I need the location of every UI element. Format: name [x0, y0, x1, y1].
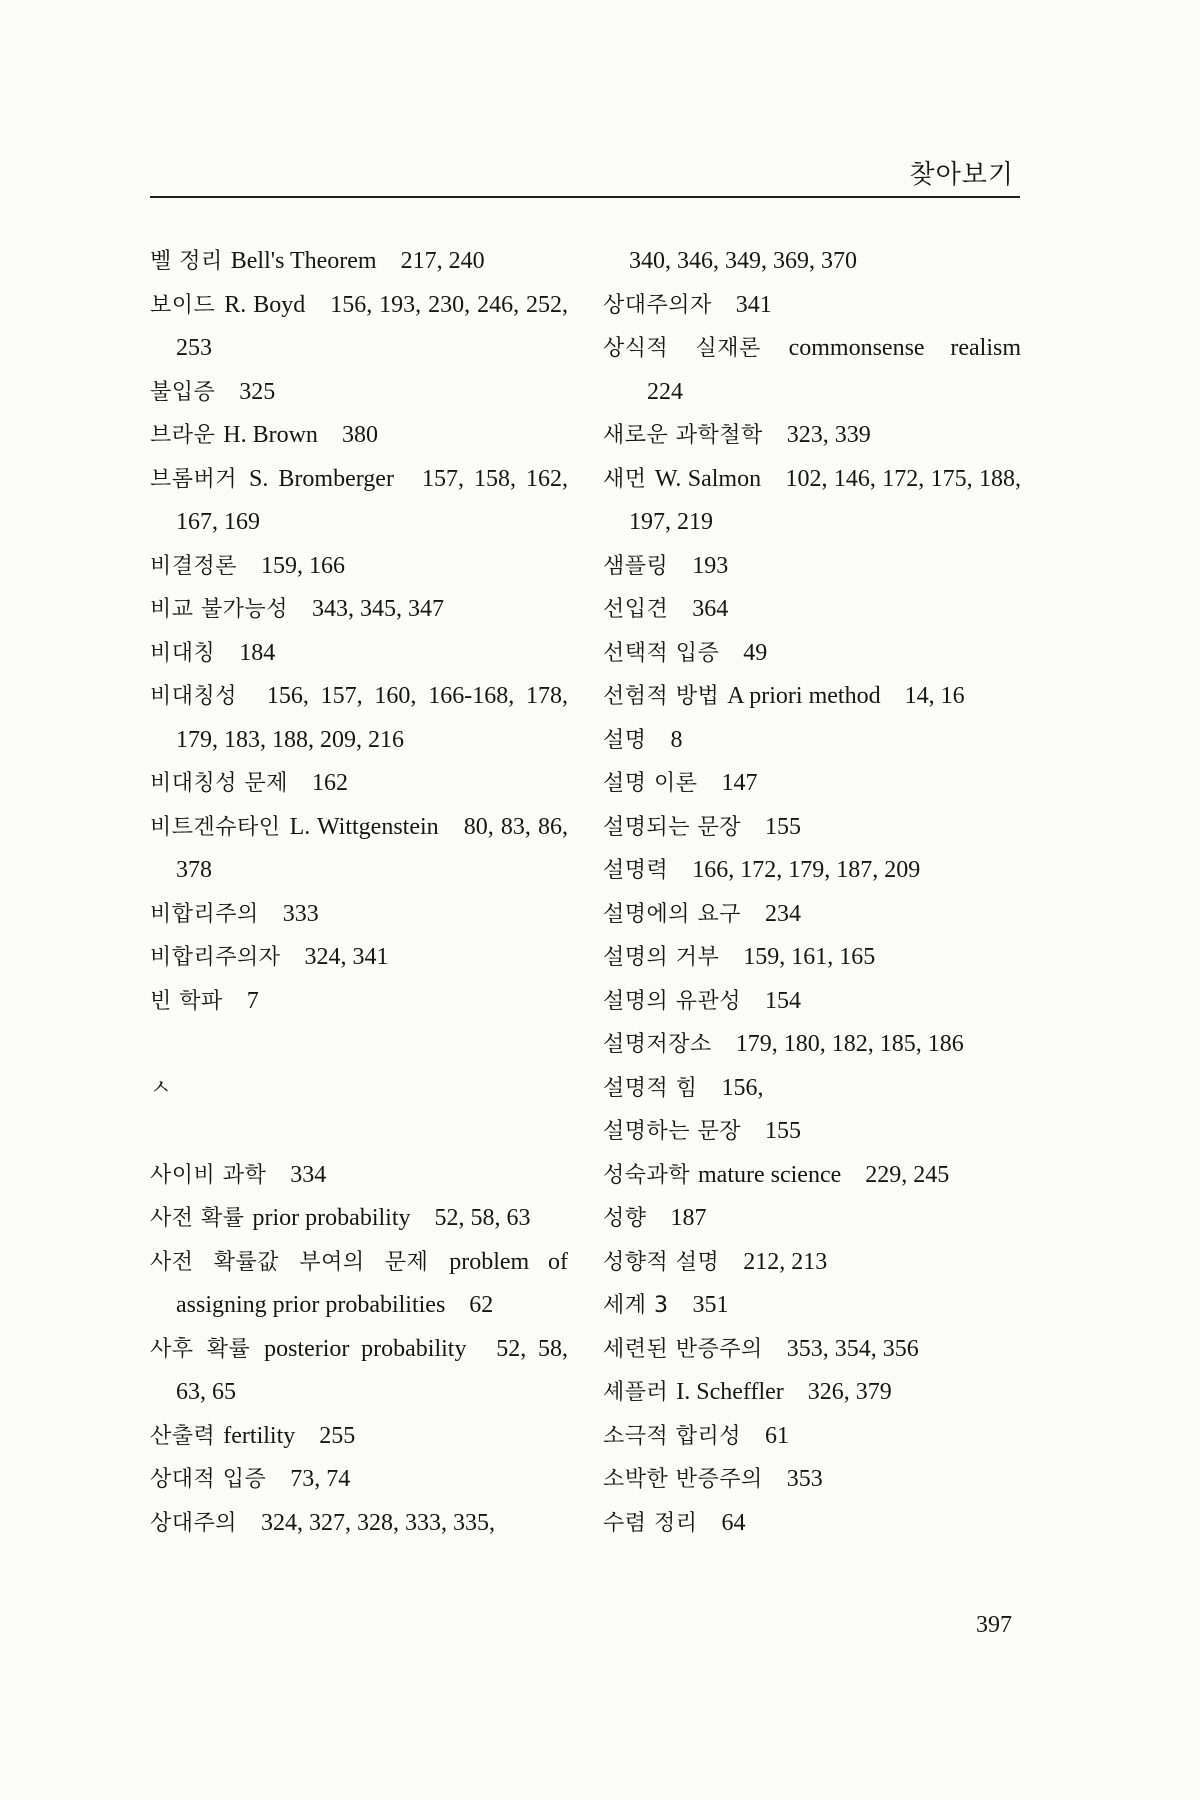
index-page-refs: 80, 83, 86, 378: [176, 813, 569, 883]
index-page-refs: 154: [765, 987, 802, 1014]
index-entry: [603, 675, 1021, 719]
index-page-refs: 179, 180, 182, 185, 186: [735, 1031, 964, 1057]
index-entry: [150, 284, 568, 371]
index-term-english: commonsense realism: [788, 335, 1021, 361]
index-entry: [150, 414, 568, 458]
index-term-english: mature science: [698, 1161, 842, 1188]
index-page-refs: 229, 245: [865, 1161, 950, 1188]
index-page-refs: 7: [246, 987, 259, 1014]
index-page-refs: 156,: [721, 1074, 764, 1101]
index-term-english: W. Salmon: [654, 465, 762, 492]
index-entry: [150, 371, 568, 415]
index-term-english: L. Wittgenstein: [289, 813, 439, 840]
index-entry: [150, 980, 568, 1024]
index-page-refs: 353: [786, 1466, 823, 1492]
index-term: 소박한 반증주의: [603, 1467, 763, 1492]
index-term-english: problem of assigning prior probabilities: [176, 1248, 568, 1318]
index-term: 빈 학파: [150, 988, 223, 1014]
index-term: 세련된 반증주의: [603, 1336, 763, 1362]
index-page-refs: 64: [721, 1509, 746, 1536]
index-term-english: A priori method: [727, 683, 881, 709]
index-entry: [150, 1415, 568, 1459]
index-term: 수렴 정리: [603, 1510, 698, 1536]
index-entry: [603, 632, 1021, 676]
index-page-refs: 353, 354, 356: [786, 1335, 919, 1362]
index-page-refs: 341: [735, 291, 772, 318]
index-term: 브롬버거: [150, 466, 238, 492]
running-header-title: 찾아보기: [909, 160, 1014, 190]
index-page-refs: 334: [290, 1161, 327, 1188]
index-page-refs: 325: [239, 378, 276, 405]
index-entries-left: [150, 240, 568, 1023]
index-entry: [603, 1284, 1021, 1328]
index-term-english: posterior probability: [264, 1335, 467, 1362]
index-entry: [150, 936, 568, 980]
index-page-refs: 147: [721, 770, 758, 796]
index-entry: [603, 893, 1021, 937]
index-page-refs: 62: [469, 1292, 494, 1318]
index-page-refs: 351: [692, 1292, 729, 1318]
index-entry: [603, 1458, 1021, 1502]
index-term: 소극적 합리성: [603, 1423, 742, 1449]
index-term: 샘플링: [603, 553, 669, 579]
index-page-refs: 193: [692, 552, 729, 579]
index-term: 세계 3: [603, 1293, 669, 1318]
index-entry: [150, 1458, 568, 1502]
index-entry: [150, 806, 568, 893]
index-entry: [150, 762, 568, 806]
index-term: 비대칭성: [150, 684, 238, 709]
index-page-refs: 234: [765, 900, 802, 927]
index-page-refs: 217, 240: [400, 248, 485, 274]
index-page-refs: 212, 213: [743, 1248, 828, 1275]
index-entry: [150, 545, 568, 589]
index-page-refs: 166, 172, 179, 187, 209: [692, 857, 921, 883]
index-entry: [603, 1154, 1021, 1198]
index-page-refs: 14, 16: [904, 683, 965, 709]
index-entry: [150, 588, 568, 632]
index-entry: [603, 719, 1021, 763]
index-term: 비트겐슈타인: [150, 814, 281, 840]
index-entry: [150, 1241, 568, 1328]
index-entry: [603, 980, 1021, 1024]
index-entry: [150, 1328, 568, 1415]
index-entry: [603, 458, 1021, 545]
index-entry: [603, 327, 1021, 414]
index-page-refs: 333: [282, 900, 319, 927]
index-page-refs: 73, 74: [290, 1466, 351, 1492]
index-entry: [603, 936, 1021, 980]
index-term: 설명: [603, 727, 647, 753]
index-term: 설명 이론: [603, 771, 698, 796]
index-term: 성향: [603, 1206, 647, 1231]
index-term: 설명의 유관성: [603, 988, 742, 1014]
index-page-refs: 323, 339: [786, 422, 871, 448]
index-page-refs: 156, 157, 160, 166-168, 178, 179, 183, 188, 209, 216: [176, 683, 568, 753]
index-entry: [603, 762, 1021, 806]
index-term: 비대칭성 문제: [150, 771, 289, 796]
index-entry: [150, 675, 568, 762]
index-page-refs: 156, 193, 230, 246, 252, 253: [176, 291, 569, 361]
index-entry: [603, 1241, 1021, 1285]
index-term: 선험적 방법: [603, 684, 720, 709]
index-entry: [603, 1502, 1021, 1546]
section-spacer-bottom: [150, 1110, 568, 1154]
index-entry: [603, 414, 1021, 458]
section-heading-siot: ㅅ: [150, 1075, 172, 1101]
index-page-refs: 187: [670, 1205, 707, 1231]
index-page-refs: 49: [743, 639, 768, 666]
running-header: [150, 148, 1020, 198]
index-term: 상대적 입증: [150, 1467, 267, 1492]
index-term: 성숙과학: [603, 1162, 691, 1188]
index-page-refs: 364: [692, 596, 729, 622]
index-page-refs: 155: [765, 1118, 802, 1144]
index-term: 상대주의: [150, 1510, 238, 1536]
index-term: 설명하는 문장: [603, 1119, 742, 1144]
index-page-refs: 159, 161, 165: [743, 944, 876, 970]
index-term: 보이드: [150, 292, 216, 318]
index-term: 비교 불가능성: [150, 597, 289, 622]
index-page-refs: 184: [239, 639, 276, 666]
index-page-refs: 52, 58, 63: [434, 1205, 531, 1231]
index-term: 상식적 실재론: [603, 336, 761, 361]
index-entry: [150, 458, 568, 545]
index-term: 설명에의 요구: [603, 901, 742, 927]
index-entry: [150, 240, 568, 284]
index-page-refs: 157, 158, 162, 167, 169: [176, 465, 569, 535]
index-term-english: S. Bromberger: [249, 465, 394, 492]
index-term: 브라운: [150, 423, 216, 448]
index-page-refs: 159, 166: [261, 552, 346, 579]
index-term: 불입증: [150, 379, 216, 405]
index-term: 비결정론: [150, 553, 238, 579]
index-page-refs: 326, 379: [807, 1379, 892, 1405]
index-page-refs: 380: [341, 422, 378, 448]
index-term: 새로운 과학철학: [603, 423, 763, 448]
index-term: 비합리주의: [150, 901, 259, 927]
index-term: 설명저장소: [603, 1032, 712, 1057]
index-entry: [603, 1067, 1021, 1111]
index-term: 상대주의자: [603, 292, 712, 318]
index-entries-section: [150, 1154, 568, 1546]
index-entry: [150, 893, 568, 937]
index-entry: [150, 632, 568, 676]
index-term: 사이비 과학: [150, 1162, 267, 1188]
index-entry: [603, 1023, 1021, 1067]
index-term: 설명력: [603, 858, 669, 883]
index-term: 사전 확률값 부여의 문제: [150, 1249, 429, 1275]
index-page-refs: 255: [319, 1422, 356, 1449]
index-term: 벨 정리: [150, 249, 223, 274]
index-entry: [603, 1328, 1021, 1372]
index-term-english: prior probability: [252, 1205, 411, 1231]
index-column-left: [150, 240, 568, 1545]
index-entries-right: [603, 284, 1021, 1546]
index-page-refs: 61: [765, 1422, 790, 1449]
index-entry: [603, 284, 1021, 328]
index-term: 셰플러: [603, 1380, 669, 1405]
index-column-right: [603, 240, 1021, 1545]
index-term: 사후 확률: [150, 1336, 251, 1362]
index-page-refs: 324, 327, 328, 333, 335,: [261, 1509, 496, 1536]
index-entry: [603, 588, 1021, 632]
index-entry: [603, 1415, 1021, 1459]
index-term: 비합리주의자: [150, 945, 281, 970]
section-spacer-top: [150, 1023, 568, 1067]
index-term: 비대칭: [150, 640, 216, 666]
index-page-refs: 155: [765, 813, 802, 840]
index-term-english: I. Scheffler: [676, 1379, 784, 1405]
index-page-refs: 343, 345, 347: [312, 596, 445, 622]
index-entry: [150, 1197, 568, 1241]
index-term: 성향적 설명: [603, 1249, 720, 1275]
continued-page-list: 340, 346, 349, 369, 370: [629, 248, 857, 274]
index-entry: [150, 1154, 568, 1198]
index-entry: [603, 545, 1021, 589]
index-term-english: R. Boyd: [224, 291, 306, 318]
index-entry: [603, 849, 1021, 893]
index-term: 새먼: [603, 466, 647, 492]
index-term-english: fertility: [223, 1422, 296, 1449]
index-page-refs: 8: [670, 726, 683, 753]
index-term: 설명적 힘: [603, 1075, 698, 1101]
index-entry: [150, 1502, 568, 1546]
index-term: 산출력: [150, 1423, 216, 1449]
index-term-english: Bell's Theorem: [230, 248, 377, 274]
index-term: 설명되는 문장: [603, 814, 742, 840]
index-page-refs: 102, 146, 172, 175, 188, 197, 219: [629, 465, 1022, 535]
index-entry: [603, 1110, 1021, 1154]
index-entry: [603, 806, 1021, 850]
index-term: 설명의 거부: [603, 945, 720, 970]
index-term: 선택적 입증: [603, 640, 720, 666]
index-page-refs: 52, 58, 63, 65: [176, 1335, 569, 1405]
page-number: 397: [976, 1612, 1012, 1638]
index-term: 선입견: [603, 597, 669, 622]
index-page-refs: 162: [312, 770, 349, 796]
index-page-refs: 224: [647, 378, 683, 405]
index-term: 사전 확률: [150, 1206, 245, 1231]
index-term-english: H. Brown: [223, 422, 318, 448]
index-entry: [603, 1371, 1021, 1415]
index-page-refs: 324, 341: [304, 944, 389, 970]
index-entry: [603, 1197, 1021, 1241]
